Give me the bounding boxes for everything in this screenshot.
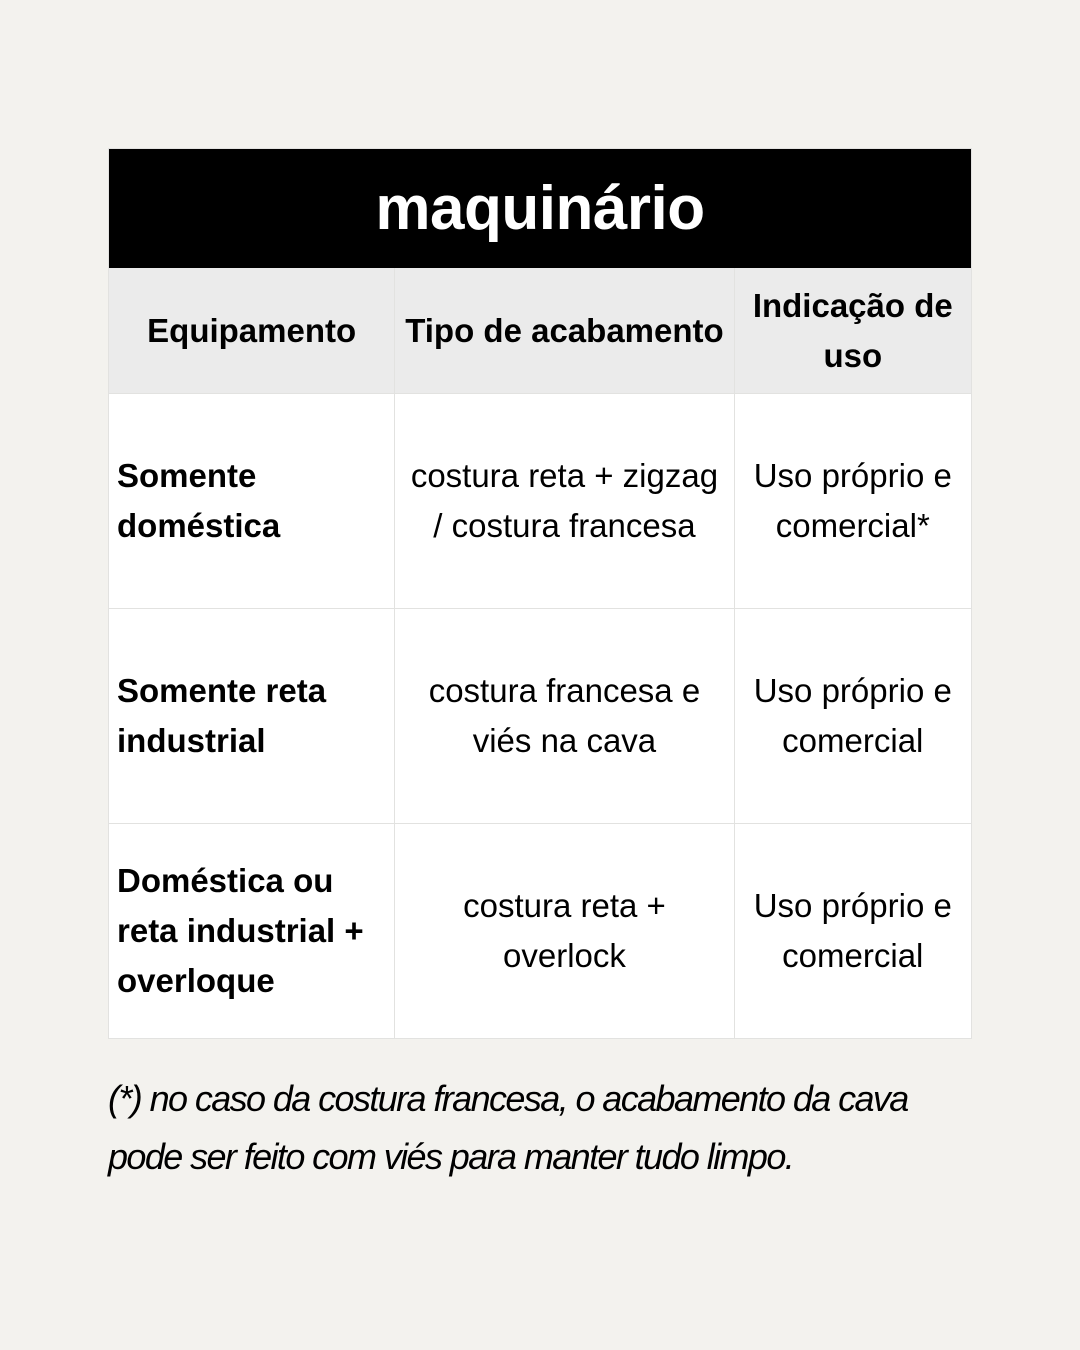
machinery-table: [108, 148, 972, 1039]
table-title: maquinário: [109, 149, 971, 268]
header-indicacao-uso: Indicação de uso: [734, 268, 971, 393]
cell-acabamento: costura francesa e viés na cava: [394, 609, 733, 823]
table-header-row: [109, 268, 971, 393]
table-row: [109, 823, 971, 1038]
cell-equipamento: Somente doméstica: [117, 457, 281, 544]
table-row: [109, 393, 971, 608]
header-tipo-acabamento: Tipo de acabamento: [394, 268, 733, 393]
cell-acabamento: costura reta + overlock: [394, 824, 733, 1038]
cell-uso: Uso próprio e comercial: [734, 609, 971, 823]
cell-uso: Uso próprio e comercial: [734, 824, 971, 1038]
cell-equipamento: Doméstica ou reta industrial + overloque: [117, 862, 364, 999]
table-row: [109, 608, 971, 823]
cell-acabamento: costura reta + zigzag / costura francesa: [394, 394, 733, 608]
cell-equipamento: Somente reta industrial: [117, 672, 327, 759]
footnote: (*) no caso da costura francesa, o acabamento da cava pode ser feito com viés para manter tudo limpo.: [108, 1078, 908, 1177]
cell-uso: Uso próprio e comercial*: [734, 394, 971, 608]
header-equipamento: Equipamento: [147, 311, 357, 349]
